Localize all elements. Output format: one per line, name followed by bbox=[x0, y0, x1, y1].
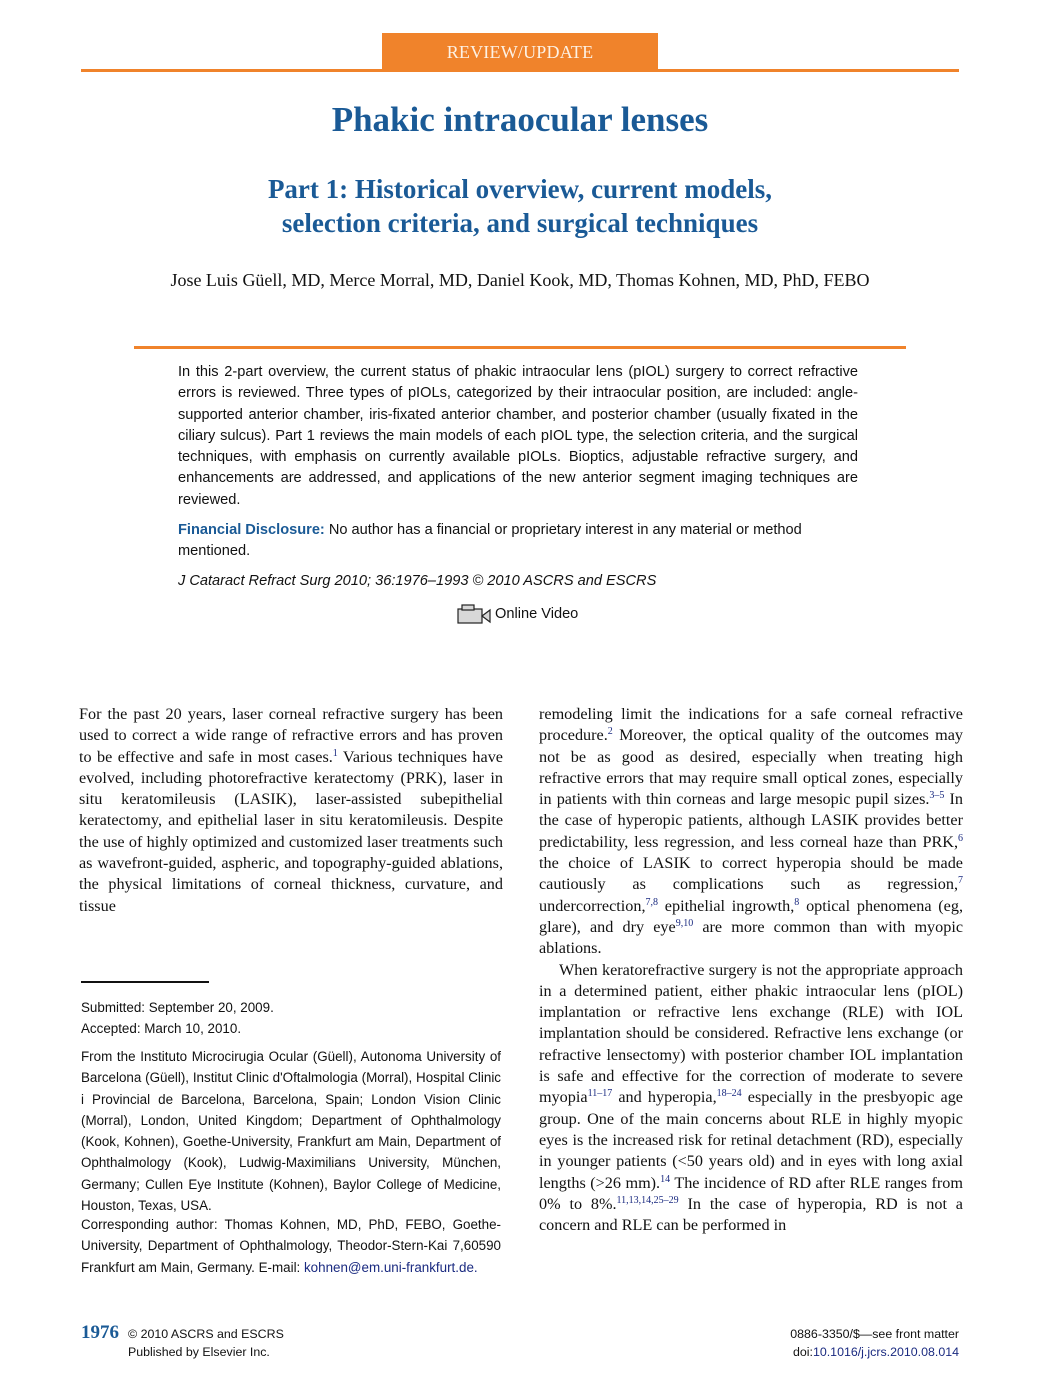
text-run: Moreover, the optical quality of the outcomes may not be as good as desired, especially when treating high refractive errors that may require small optical zones, especially in patients with thin corneas and large mesopic pupil sizes. bbox=[539, 726, 963, 809]
author-list: Jose Luis Güell, MD, Merce Morral, MD, Daniel Kook, MD, Thomas Kohnen, MD, PhD, FEBO bbox=[170, 270, 870, 290]
text-run: the choice of LASIK to correct hyperopia should be made cautiously as complications such as regression, bbox=[539, 854, 963, 894]
reference-link[interactable]: 7,8 bbox=[645, 896, 659, 908]
reference-link[interactable]: 14 bbox=[660, 1173, 671, 1185]
page-number: 1976 bbox=[81, 1322, 119, 1343]
reference-link[interactable]: 8 bbox=[794, 896, 800, 908]
reference-link[interactable]: 2 bbox=[607, 726, 613, 738]
abstract-rule bbox=[134, 346, 906, 349]
reference-link[interactable]: 11,13,14,25–29 bbox=[616, 1194, 679, 1206]
affiliations: From the Instituto Microcirugia Ocular (Güell), Autonoma University of Barcelona (Güell), Institut Clinic d'Oftalmologia (Morral), Hospital Clinic i Provincial de Barcelona, Barcelona, Spain; London Vision Clinic (Morral), London, United Kingdom; Department of Ophthalmology (Kook, Kohnen), Goethe-University, Frankfurt am Main, Department of Ophthalmology (Kook), Ludwig-Maximilians University, München, Germany; Cullen Eye Institute (Kohnen), Baylor College of Medicine, Houston, Texas, USA. bbox=[81, 1049, 501, 1214]
journal-citation: J Cataract Refract Surg 2010; 36:1976–1993 © 2010 ASCRS and ESCRS bbox=[178, 573, 657, 589]
body-column-right bbox=[539, 704, 963, 1236]
reference-link[interactable]: 18–24 bbox=[716, 1088, 742, 1100]
disclosure-label: Financial Disclosure: bbox=[178, 522, 325, 538]
text-run: remodeling limit the indications for a safe corneal refractive procedure. bbox=[539, 705, 963, 745]
footer-right bbox=[790, 1325, 959, 1361]
footer-copyright: © 2010 ASCRS and ESCRS bbox=[128, 1327, 284, 1341]
text-run: When keratorefractive surgery is not the appropriate approach in a determined patient, either phakic intraocular lens (pIOL) implantation or refractive lens exchange (RLE) with IOL implantation should be considered. Refractive lens exchange (or refractive lensectomy) with posterior chamber IOL implantation is safe and effective for the correction of moderate to severe myopia bbox=[539, 960, 963, 1107]
footer-issn: 0886-3350/$—see front matter bbox=[790, 1327, 959, 1341]
paragraph bbox=[539, 704, 963, 960]
online-video-label: Online Video bbox=[495, 606, 579, 622]
reference-link[interactable]: 11–17 bbox=[587, 1088, 613, 1100]
footer-publisher: Published by Elsevier Inc. bbox=[128, 1345, 270, 1359]
text-run: In the case of hyperopic patients, although LASIK provides better predictability, less regression, and less corneal haze than PRK, bbox=[539, 790, 964, 851]
text-run: Various techniques have evolved, including photorefractive keratectomy (PRK), laser in situ keratomileusis (LASIK), laser-assisted subepithelial keratectomy, and epithelial laser in situ keratomileusis. Despite the use of highly optimized and customized laser treatments such as wavefront-guided, aspheric, and topography-guided ablations, the physical limitations of corneal thickness, curvature, and tissue bbox=[79, 747, 503, 915]
text-run: optical phenomena (eg, glare), and dry eye bbox=[539, 896, 963, 936]
submission-dates bbox=[81, 997, 501, 1040]
article-subtitle bbox=[0, 172, 1040, 240]
text-run: are more common than with myopic ablations. bbox=[539, 917, 964, 958]
footnote-rule bbox=[81, 981, 209, 983]
reference-link[interactable]: 6 bbox=[958, 832, 963, 844]
disclosure-text: No author has a financial or proprietary interest in any material or method mentioned. bbox=[178, 522, 802, 560]
text-run: In the case of hyperopia, RD is not a concern and RLE can be performed in bbox=[539, 1194, 963, 1235]
paragraph bbox=[539, 960, 963, 1237]
text-run: and hyperopia, bbox=[612, 1088, 717, 1107]
doi-label: doi: bbox=[792, 1345, 813, 1359]
footer-left bbox=[128, 1325, 284, 1361]
doi-link[interactable]: 10.1016/j.jcrs.2010.08.014 bbox=[812, 1345, 959, 1359]
financial-disclosure bbox=[178, 520, 858, 563]
footer-doi bbox=[790, 1343, 959, 1361]
corresponding-author bbox=[81, 1214, 501, 1278]
reference-link[interactable]: 7 bbox=[958, 875, 963, 887]
text-run: For the past 20 years, laser corneal refractive surgery has been used to correct a wide range of refractive errors and has proven to be effective and safe in most cases. bbox=[79, 705, 503, 766]
subtitle-line-1: Part 1: Historical overview, current models, bbox=[267, 174, 773, 204]
reference-link[interactable]: 9,10 bbox=[675, 917, 694, 929]
body-column-left bbox=[79, 704, 503, 917]
article-title: Phakic intraocular lenses bbox=[331, 100, 709, 139]
abstract-text: In this 2-part overview, the current status of phakic intraocular lens (pIOL) surgery to correct refractive errors is reviewed. Three types of pIOLs, categorized by their intraocular position, are included: angle-supported anterior chamber, iris-fixated anterior chamber, and posterior chamber (usually fixated in the ciliary sulcus). Part 1 reviews the main models of each pIOL type, the selection criteria, and the surgical techniques, with emphasis on currently available pIOLs. Bioptics, adjustable refractive surgery, and enhancements are addressed, and applications of the new anterior segment imaging techniques are reviewed. bbox=[178, 364, 858, 508]
online-video-link[interactable] bbox=[457, 604, 578, 624]
text-run: epithelial ingrowth, bbox=[658, 896, 795, 915]
reference-link[interactable]: 3–5 bbox=[929, 790, 945, 802]
text-run: The incidence of RD after RLE ranges from 0% to 8%. bbox=[539, 1173, 963, 1213]
video-camera-icon bbox=[457, 604, 491, 624]
paragraph bbox=[79, 704, 503, 917]
submitted-date: Submitted: September 20, 2009. bbox=[81, 1000, 274, 1015]
email-link[interactable]: kohnen@em.uni-frankfurt.de. bbox=[303, 1259, 478, 1275]
corresponding-text: Corresponding author: Thomas Kohnen, MD, PhD, FEBO, Goethe-University, Department of Ophthalmology, Theodor-Stern-Kai 7,60590 Frankfurt am Main, Germany. E-mail: bbox=[81, 1217, 501, 1275]
section-label: REVIEW/UPDATE bbox=[382, 33, 658, 72]
text-run: undercorrection, bbox=[539, 896, 646, 915]
reference-link[interactable]: 1 bbox=[332, 747, 338, 759]
subtitle-line-2: selection criteria, and surgical techniques bbox=[281, 208, 759, 238]
accepted-date: Accepted: March 10, 2010. bbox=[81, 1021, 242, 1037]
text-run: especially in the presbyopic age group. One of the main concerns about RLE in highly myopic eyes is the increased risk for retinal detachment (RD), especially in younger patients (<50 years old) and in eyes with long axial lengths (>26 mm). bbox=[539, 1088, 963, 1192]
